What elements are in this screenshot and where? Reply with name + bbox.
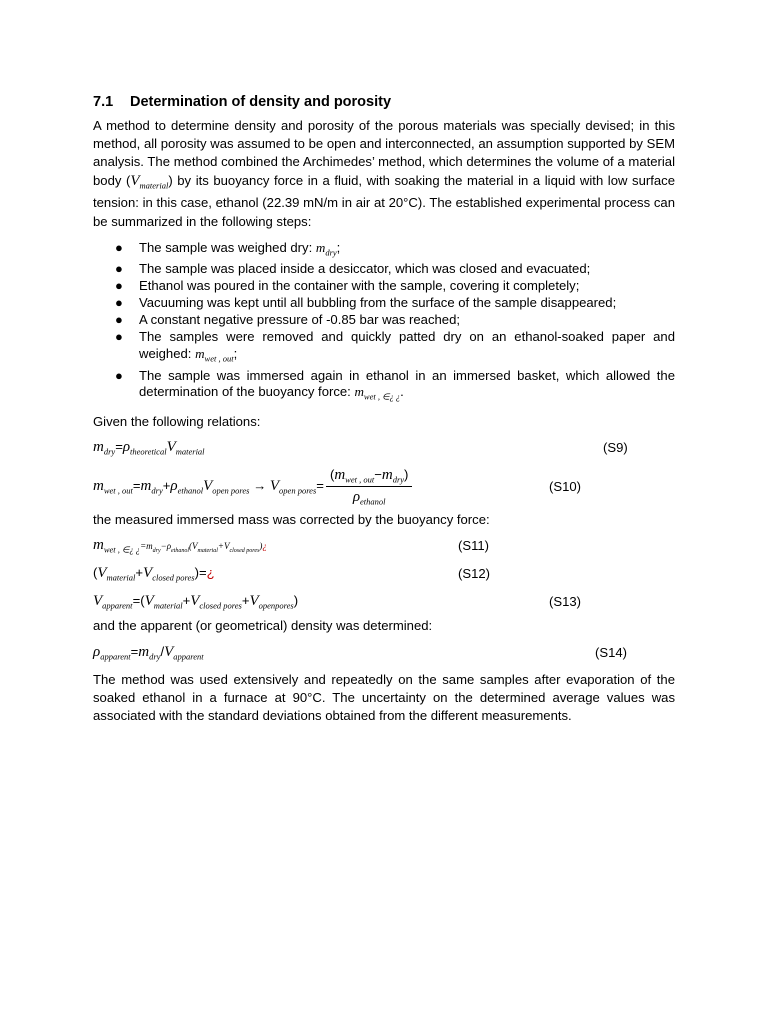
bullet-icon: ●	[115, 312, 123, 328]
bullet-icon: ●	[115, 278, 123, 294]
equation-s12: $(V_{material}+V_{closed pores})=¿$ (S12)	[93, 564, 491, 583]
intro-paragraph	[93, 117, 675, 231]
list-item: ● Ethanol was poured in the container with the sample, covering it completely;	[115, 278, 580, 294]
equation-s10: $m_{wet , out}=m_{dry}+\rho_{ethanol}V_{open pores} \to V_{open pores}=$ $\frac{(m_{wet , out}-m_{dry})}{\rho_{ethanol}}$ (S10)	[93, 467, 582, 507]
list-item: ● Vacuuming was kept until all bubbling from the surface of the sample disappeared;	[115, 295, 617, 311]
closing-paragraph: The method was used extensively and repeatedly on the same samples after evaporation of the soaked ethanol in a furnace at 90°C. The uncertainty on the determined average values was associated with the standard deviations obtained from the different measurements.	[93, 671, 675, 724]
intro-text-1: A method to determine density and porosity of the porous materials was specially devised; in this method, all porosity was assumed to be open and interconnected, an assumption supported by SEM analysis. The method combined the Archimedes’ method, which determines the volume of a material body (	[93, 118, 675, 188]
section-title: Determination of density and porosity	[130, 94, 392, 110]
equation-tag: (S14)	[595, 644, 628, 660]
given-relations-text: Given the following relations:	[93, 414, 261, 430]
equation-tag: (S10)	[549, 479, 582, 495]
bullet-icon: ●	[115, 329, 123, 345]
steps-list	[93, 240, 675, 405]
symbol-v: V	[130, 172, 140, 189]
intro-text-2: ) by its buoyancy force in a fluid, with soaking the material in a liquid with low surface tension: in this case, ethanol (22.39 mN/m in air at 20°C). The established experimental process can be summarized in the following steps:	[93, 172, 675, 229]
section-heading	[93, 94, 675, 110]
section-number: 7.1	[93, 94, 114, 110]
equation-s14: $\rho_{apparent}=m_{dry}/V_{apparent}$ (S14)	[93, 643, 628, 662]
subscript-material: material	[139, 180, 169, 191]
equation-tag: (S13)	[549, 593, 582, 609]
equation-tag: (S11)	[458, 537, 490, 553]
apparent-density-text: and the apparent (or geometrical) density was determined:	[93, 617, 433, 633]
bullet-icon: ●	[115, 367, 123, 383]
equation-tag: (S12)	[458, 565, 491, 581]
list-item: ● The sample was immersed again in ethanol in an immersed basket, which allowed the determination of the buoyancy force: $m_{wet , \in¿ ¿}$.	[115, 367, 675, 402]
list-item: ● A constant negative pressure of -0.85 bar was reached;	[115, 312, 460, 328]
correction-text: the measured immersed mass was corrected by the buoyancy force:	[93, 512, 490, 528]
list-item: ● The samples were removed and quickly patted dry on an ethanol-soaked paper and weighed: $m_{wet , out}$;	[115, 329, 675, 364]
equation-s13: $V_{apparent}=(V_{material}+V_{closed pores}+V_{openpores})$ (S13)	[93, 592, 582, 611]
list-item: ● The sample was placed inside a desiccator, which was closed and evacuated;	[115, 261, 591, 277]
bullet-icon: ●	[115, 261, 123, 277]
bullet-icon: ●	[115, 239, 123, 255]
equation-s9: $m_{dry}=\rho_{theoretical}V_{material}$ (S9)	[93, 439, 628, 457]
bullet-icon: ●	[115, 295, 123, 311]
list-item: ● The sample was weighed dry: $m_{dry}$;	[115, 239, 341, 258]
document-page	[93, 94, 675, 725]
equation-tag: (S9)	[603, 440, 628, 456]
equation-s11: $m_{wet , \in¿ ¿}=m_{dry}-\rho_{ethanol}(V_{material}+V_{closed pores})¿$ (S11)	[93, 536, 490, 555]
